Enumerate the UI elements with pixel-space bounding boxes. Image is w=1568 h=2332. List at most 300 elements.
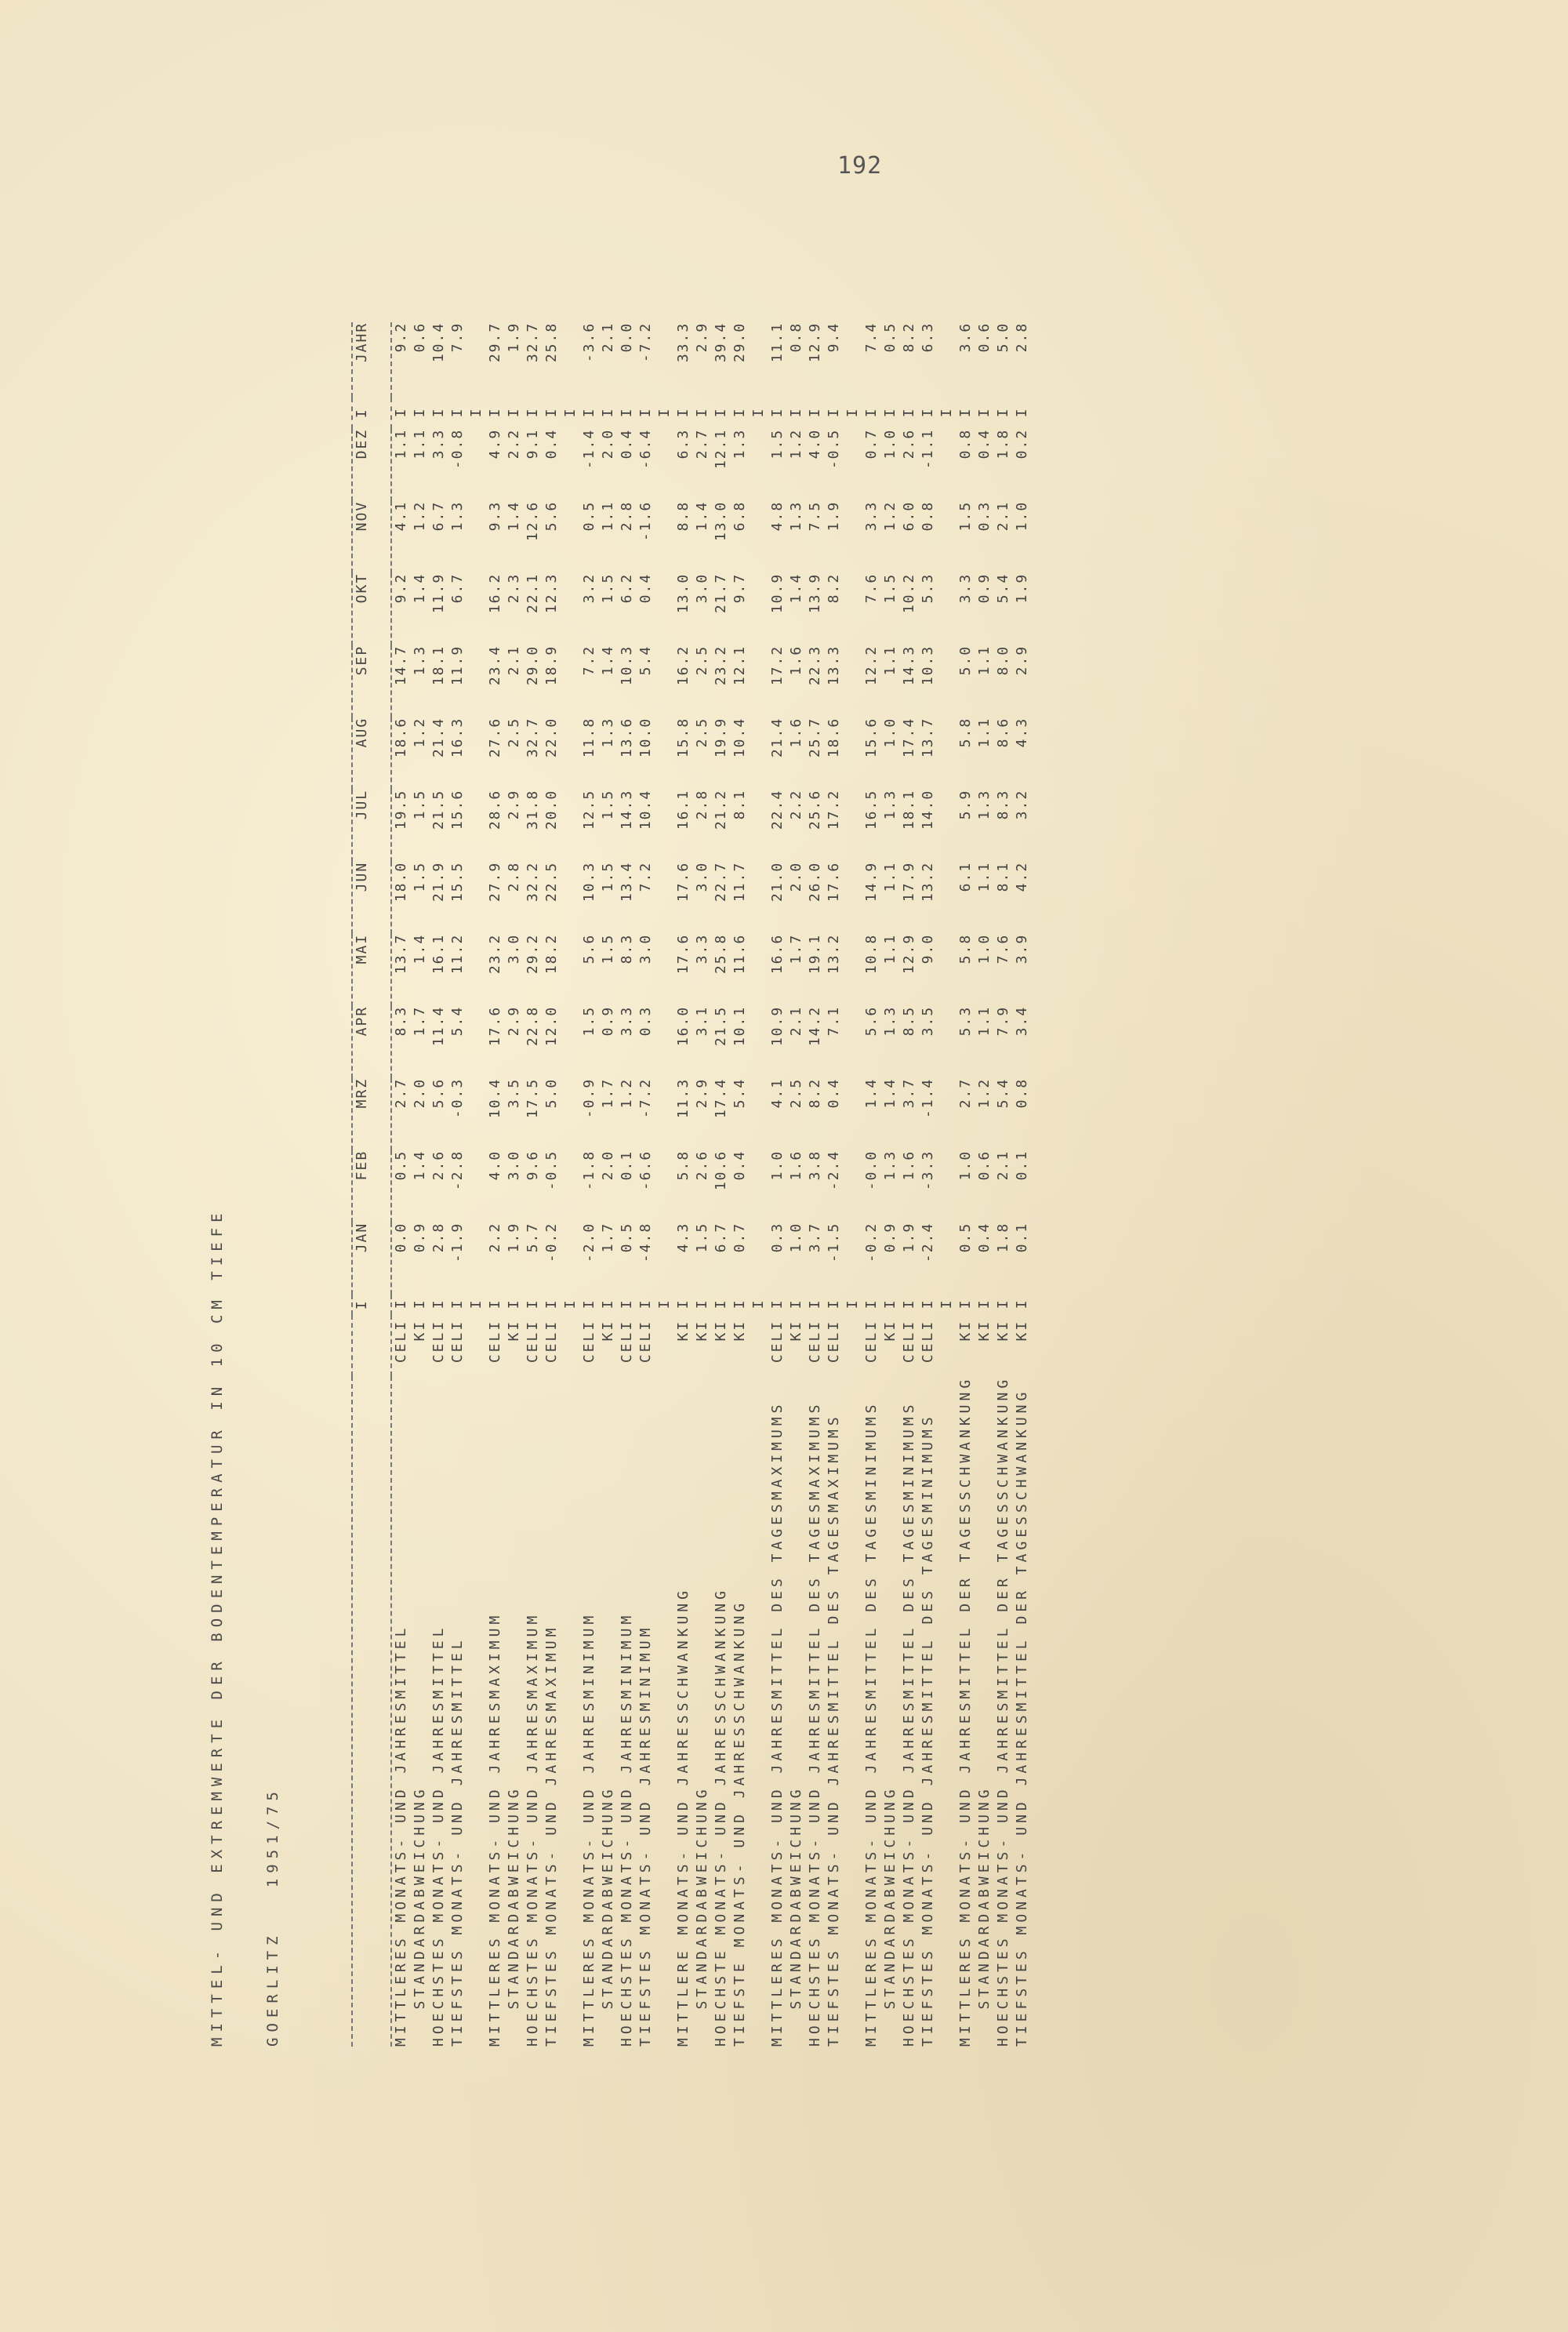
cell-value: 3.0 [506,1150,522,1181]
table-row [994,322,1013,2047]
cell-value: 5.0 [957,645,974,676]
cell-year-value: 3.6 [957,321,974,353]
cell-value: 1.6 [788,717,804,748]
column-separator: I [430,1300,447,1309]
cell-value: 8.0 [995,645,1011,676]
column-separator: I [524,1300,541,1309]
row-unit: CELI [487,1319,503,1364]
cell-value: 1.5 [412,789,428,820]
cell-value: -2.4 [920,1222,936,1263]
cell-value: 1.5 [600,933,616,964]
cell-value: 8.1 [995,861,1011,892]
cell-value: 5.4 [449,1005,466,1037]
cell-value: 2.5 [694,717,710,748]
cell-value: 18.6 [826,717,842,758]
column-separator: I [713,1300,729,1309]
month-header-apr: APR [354,1005,370,1037]
cell-value: 11.2 [449,933,466,975]
cell-value: -1.6 [637,500,654,542]
cell-value: -2.0 [581,1222,597,1263]
column-separator: I [788,1300,804,1309]
cell-year-value: 0.0 [619,321,635,353]
cell-value: 11.7 [731,861,748,903]
cell-value: 10.6 [713,1150,729,1191]
cell-value: -0.2 [543,1222,560,1263]
cell-value: 12.1 [731,645,748,686]
cell-value: 0.6 [976,1150,993,1181]
cell-value: 2.0 [600,428,616,459]
cell-value: 21.7 [713,572,729,614]
month-header-feb: FEB [354,1150,370,1181]
cell-value: 11.8 [581,717,597,758]
header-label-spacer [352,1376,372,2047]
cell-value: 0.0 [393,1222,409,1253]
table-row [543,322,561,2047]
cell-value: 2.1 [506,645,522,676]
cell-value: 1.5 [882,572,898,604]
row-label: MITTLERE MONATS- UND JAHRESSCHWANKUNG [675,1587,691,2047]
table-row [806,322,825,2047]
column-separator: I [863,1300,880,1309]
cell-value: 29.2 [524,933,541,975]
cell-value: 17.2 [826,789,842,830]
cell-value: -0.2 [863,1222,880,1263]
cell-value: 26.0 [807,861,823,903]
cell-value: 0.4 [637,572,654,604]
cell-value: 1.9 [826,500,842,532]
cell-value: 14.7 [393,645,409,686]
cell-value: -2.4 [826,1150,842,1191]
cell-value: 2.8 [430,1222,447,1253]
table-row [712,322,731,2047]
cell-value: 5.6 [430,1077,447,1109]
column-separator: I [619,1300,635,1309]
cell-value: 10.3 [581,861,597,903]
cell-year-value: 29.0 [731,321,748,363]
group-gap [938,322,956,2047]
cell-value: 11.3 [675,1077,691,1119]
cell-value: 14.3 [901,645,917,686]
cell-year-value: 2.1 [600,321,616,353]
column-separator: I [1014,409,1030,418]
column-separator: I [957,1300,974,1309]
table-row [919,322,938,2047]
row-label: STANDARDABWEICHUNG [600,1785,616,2047]
table-row [448,322,467,2047]
cell-value: 7.2 [637,861,654,892]
column-separator: I [731,1300,748,1309]
month-header-jan: JAN [354,1222,370,1253]
cell-value: 0.7 [731,1222,748,1253]
column-separator: I [354,408,370,419]
cell-value: 21.4 [430,717,447,758]
row-label: MITTLERES MONATS- UND JAHRESMITTEL [393,1624,409,2047]
cell-value: -0.5 [826,428,842,470]
table-row [1013,322,1032,2047]
row-unit: KI [882,1319,898,1342]
cell-value: 5.8 [957,717,974,748]
cell-value: -0.8 [449,428,466,470]
cell-value: 2.0 [788,861,804,892]
column-separator: I [656,1300,673,1309]
cell-year-value: 5.0 [995,321,1011,353]
column-separator: I [619,409,635,418]
column-separator: I [449,409,466,418]
cell-value: 1.0 [1014,500,1030,532]
cell-value: 5.4 [995,1077,1011,1109]
cell-value: 8.8 [675,500,691,532]
cell-value: 8.3 [619,933,635,964]
cell-value: 3.1 [694,1005,710,1037]
column-separator: I [901,409,917,418]
cell-value: 2.6 [901,428,917,459]
cell-value: 0.4 [731,1150,748,1181]
cell-year-value: 6.3 [920,321,936,353]
cell-value: 6.8 [731,500,748,532]
cell-value: 17.4 [713,1077,729,1119]
cell-value: 1.1 [976,645,993,676]
row-unit: KI [788,1319,804,1342]
cell-value: 5.4 [995,572,1011,604]
cell-value: 22.1 [524,572,541,614]
cell-year-value: 29.7 [487,321,503,363]
row-label: TIEFSTES MONATS- UND JAHRESMINIMUM [637,1624,654,2047]
cell-value: 22.7 [713,861,729,903]
column-separator: I [863,409,880,418]
cell-value: 10.9 [769,1005,786,1047]
cell-value: 3.5 [506,1077,522,1109]
cell-value: 21.5 [713,1005,729,1047]
cell-value: -6.4 [637,428,654,470]
column-separator: I [543,1300,560,1309]
cell-value: 2.1 [788,1005,804,1037]
cell-value: 16.1 [675,789,691,830]
cell-value: 2.6 [694,1150,710,1181]
column-separator: I [524,409,541,418]
cell-value: 17.4 [901,717,917,758]
row-unit: CELI [524,1319,541,1364]
cell-value: -1.8 [581,1150,597,1191]
cell-value: 0.5 [957,1222,974,1253]
cell-value: 10.8 [863,933,880,975]
column-separator: I [844,1300,861,1309]
cell-value: 2.0 [600,1150,616,1181]
column-separator: I [675,409,691,418]
cell-value: 1.2 [976,1077,993,1109]
cell-value: 1.0 [788,1222,804,1253]
cell-year-value: -3.6 [581,321,597,363]
cell-year-value: 25.8 [543,321,560,363]
cell-value: 2.2 [487,1222,503,1253]
cell-value: 1.0 [882,428,898,459]
row-unit: KI [713,1319,729,1342]
cell-value: 8.6 [995,717,1011,748]
cell-value: -2.8 [449,1150,466,1191]
cell-value: 2.7 [694,428,710,459]
cell-value: 0.1 [1014,1150,1030,1181]
month-header-mai: MAI [354,933,370,964]
cell-value: 6.7 [449,572,466,604]
cell-value: 8.3 [393,1005,409,1037]
row-label: HOECHSTES MONATS- UND JAHRESMINIMUM [619,1611,635,2047]
cell-value: 16.0 [675,1005,691,1047]
cell-value: 3.2 [581,572,597,604]
column-separator: I [637,409,654,418]
cell-value: 0.5 [393,1150,409,1181]
row-label: STANDARDABWEICHUNG [412,1785,428,2047]
cell-value: 1.5 [600,861,616,892]
column-separator: I [656,409,673,418]
cell-value: 5.6 [863,1005,880,1037]
cell-value: 0.8 [920,500,936,532]
column-separator: I [938,409,955,418]
cell-value: 1.0 [957,1150,974,1181]
cell-value: 18.6 [393,717,409,758]
cell-value: 15.6 [863,717,880,758]
table-row [486,322,505,2047]
cell-value: 1.4 [863,1077,880,1109]
cell-value: 1.3 [882,1150,898,1181]
cell-value: 1.8 [995,428,1011,459]
cell-value: 17.6 [675,933,691,975]
cell-year-value: 0.6 [976,321,993,353]
cell-value: 14.3 [619,789,635,830]
column-separator: I [788,409,804,418]
column-separator: I [731,409,748,418]
cell-value: 1.1 [976,861,993,892]
cell-value: 12.5 [581,789,597,830]
cell-value: 0.4 [976,428,993,459]
cell-value: 11.4 [430,1005,447,1047]
cell-value: 8.1 [731,789,748,820]
cell-value: 3.0 [506,933,522,964]
row-unit: CELI [826,1319,842,1364]
cell-value: 0.8 [957,428,974,459]
cell-value: 13.4 [619,861,635,903]
row-unit: CELI [430,1319,447,1364]
column-separator: I [1014,1300,1030,1309]
year-header: JAHR [354,321,370,363]
cell-year-value: 12.9 [807,321,823,363]
cell-value: 1.9 [506,1222,522,1253]
row-label: MITTLERES MONATS- UND JAHRESMITTEL DES TAGESMAXIMUMS [769,1400,786,2047]
cell-value: 25.6 [807,789,823,830]
cell-value: 1.5 [694,1222,710,1253]
cell-value: 1.5 [412,861,428,892]
row-unit: KI [506,1319,522,1342]
cell-value: 17.6 [487,1005,503,1047]
table-row [693,322,712,2047]
cell-value: 13.0 [675,572,691,614]
soil-temperature-table [332,322,1032,2047]
cell-value: 13.2 [826,933,842,975]
column-separator: I [600,1300,616,1309]
column-separator: I [506,409,522,418]
cell-value: 3.3 [430,428,447,459]
cell-year-value: 0.5 [882,321,898,353]
cell-value: 8.5 [901,1005,917,1037]
cell-value: 3.4 [1014,1005,1030,1037]
cell-value: 0.8 [1014,1077,1030,1109]
row-unit: CELI [901,1319,917,1364]
cell-value: 1.5 [769,428,786,459]
row-unit: KI [957,1319,974,1342]
cell-year-value: 0.6 [412,321,428,353]
column-separator: I [769,409,786,418]
cell-value: 7.2 [581,645,597,676]
cell-value: 22.0 [543,717,560,758]
cell-value: 16.3 [449,717,466,758]
column-separator: I [562,1300,579,1309]
cell-value: 14.0 [920,789,936,830]
cell-value: 1.4 [412,572,428,604]
cell-value: 1.1 [976,1005,993,1037]
cell-value: 7.6 [995,933,1011,964]
column-separator: I [393,409,409,418]
row-unit: KI [600,1319,616,1342]
cell-value: 17.6 [826,861,842,903]
column-separator: I [581,409,597,418]
cell-value: 6.1 [957,861,974,892]
cell-value: 12.2 [863,645,880,686]
row-unit: KI [675,1319,691,1342]
row-label: TIEFSTES MONATS- UND JAHRESMAXIMUM [543,1624,560,2047]
cell-value: 1.6 [788,645,804,676]
column-separator: I [412,409,428,418]
cell-value: -0.0 [863,1150,880,1191]
cell-value: 19.9 [713,717,729,758]
cell-value: 8.2 [826,572,842,604]
cell-value: 4.0 [807,428,823,459]
table-row [825,322,844,2047]
cell-value: 0.3 [637,1005,654,1037]
column-separator: I [713,409,729,418]
cell-value: 2.8 [506,861,522,892]
cell-value: 17.2 [769,645,786,686]
cell-value: 2.0 [412,1077,428,1109]
cell-value: 1.4 [600,645,616,676]
cell-value: 0.9 [412,1222,428,1253]
column-separator: I [807,1300,823,1309]
column-separator: I [976,1300,993,1309]
cell-value: 23.4 [487,645,503,686]
cell-value: 0.1 [1014,1222,1030,1253]
cell-value: 22.5 [543,861,560,903]
cell-value: 27.9 [487,861,503,903]
rotated-table-block [172,204,1082,2047]
cell-value: 13.0 [713,500,729,542]
cell-value: 4.1 [769,1077,786,1109]
cell-value: 3.5 [920,1005,936,1037]
month-header-aug: AUG [354,717,370,748]
cell-value: 21.9 [430,861,447,903]
cell-value: 1.3 [412,645,428,676]
cell-value: 0.9 [600,1005,616,1037]
cell-value: 22.8 [524,1005,541,1047]
cell-value: 5.4 [731,1077,748,1109]
cell-value: 2.8 [694,789,710,820]
row-label: MITTLERES MONATS- UND JAHRESMAXIMUM [487,1611,503,2047]
cell-value: 20.0 [543,789,560,830]
header-unit-spacer [352,1315,372,1376]
cell-value: 0.5 [619,1222,635,1253]
column-separator: I [995,1300,1011,1309]
month-header-jul: JUL [354,789,370,820]
column-separator: I [938,1300,955,1309]
cell-value: 3.0 [694,572,710,604]
cell-value: 2.2 [506,428,522,459]
column-separator: I [976,409,993,418]
cell-value: 2.9 [694,1077,710,1109]
cell-value: 1.4 [882,1077,898,1109]
cell-value: 14.2 [807,1005,823,1047]
column-separator: I [750,409,767,418]
cell-value: 1.7 [600,1077,616,1109]
cell-value: 13.2 [920,861,936,903]
column-separator: I [957,409,974,418]
cell-value: 1.5 [600,789,616,820]
cell-value: 15.5 [449,861,466,903]
cell-value: 10.1 [731,1005,748,1047]
cell-value: 10.0 [637,717,654,758]
row-unit: CELI [619,1319,635,1364]
cell-year-value: 7.4 [863,321,880,353]
column-separator: I [468,409,485,418]
cell-value: 1.0 [976,933,993,964]
header-top-rule [332,322,352,2047]
column-separator: I [844,409,861,418]
column-separator: I [901,1300,917,1309]
cell-value: 5.6 [543,500,560,532]
cell-value: 10.4 [637,789,654,830]
column-separator: I [882,1300,898,1309]
cell-value: 31.8 [524,789,541,830]
cell-value: 19.1 [807,933,823,975]
row-label: STANDARDABWEICHUNG [976,1785,993,2047]
column-separator: I [543,409,560,418]
cell-value: 18.2 [543,933,560,975]
cell-value: -6.6 [637,1150,654,1191]
cell-value: 1.2 [412,717,428,748]
cell-value: 5.3 [957,1005,974,1037]
cell-value: 2.1 [995,1150,1011,1181]
column-separator: I [826,1300,842,1309]
cell-value: 0.4 [976,1222,993,1253]
cell-value: 0.1 [619,1150,635,1181]
column-separator: I [506,1300,522,1309]
table-row [862,322,881,2047]
cell-value: 10.2 [901,572,917,614]
cell-value: 16.5 [863,789,880,830]
table-row [524,322,543,2047]
cell-value: 1.5 [600,572,616,604]
cell-value: 29.0 [524,645,541,686]
cell-value: 1.7 [788,933,804,964]
cell-value: 1.3 [788,500,804,532]
cell-value: 15.6 [449,789,466,830]
cell-value: 7.1 [826,1005,842,1037]
cell-value: 1.7 [412,1005,428,1037]
cell-value: 9.2 [393,572,409,604]
cell-value: 2.6 [430,1150,447,1181]
cell-value: 22.4 [769,789,786,830]
row-label: TIEFSTE MONATS- UND JAHRESSCHWANKUNG [731,1599,748,2047]
column-separator: I [487,1300,503,1309]
cell-value: 10.4 [731,717,748,758]
row-label: STANDARDABWEICHUNG [882,1785,898,2047]
cell-value: 18.1 [430,645,447,686]
cell-value: -1.4 [920,1077,936,1119]
